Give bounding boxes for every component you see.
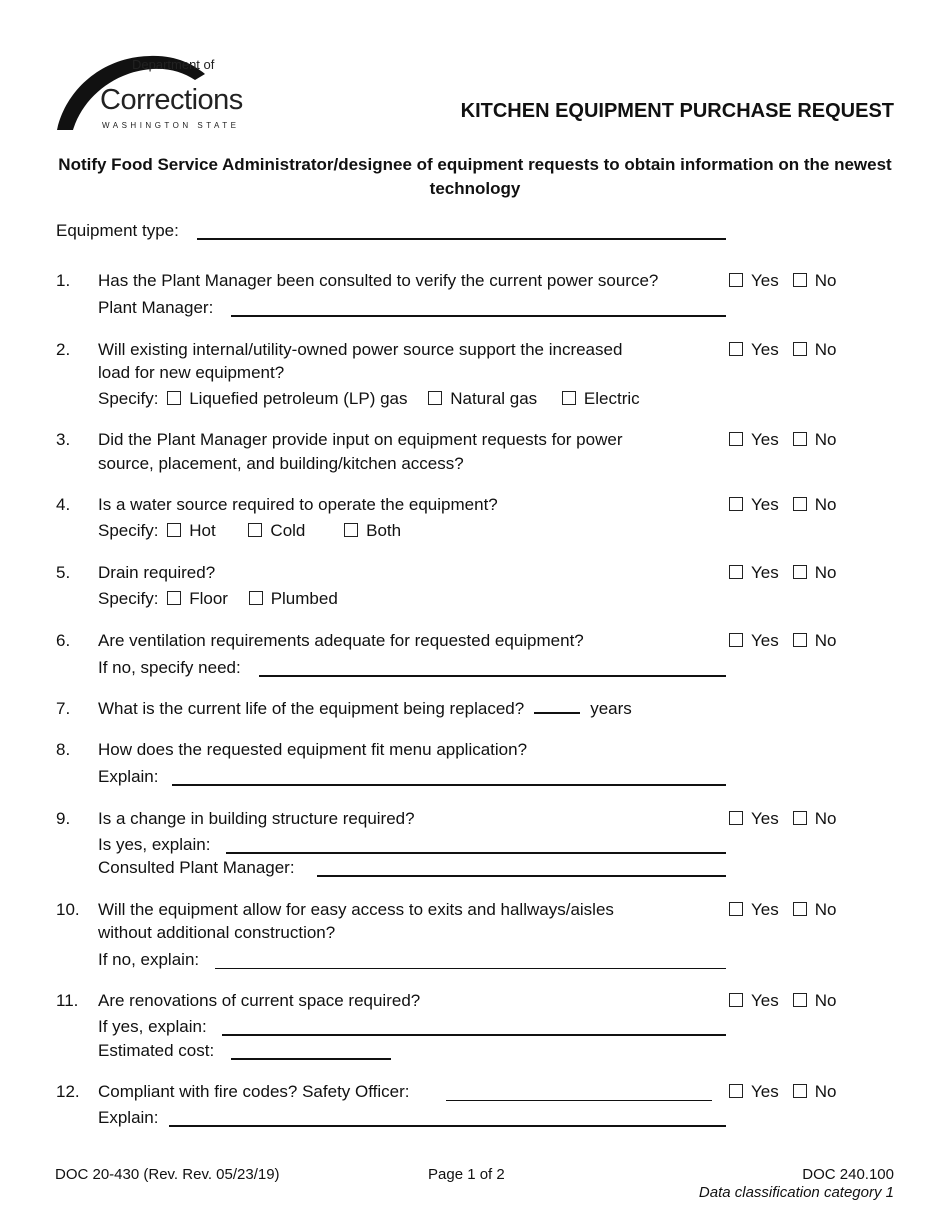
q10-text-line1: Will the equipment allow for easy access to exits and hallways/aisles [98, 900, 614, 919]
no-label: No [814, 631, 837, 650]
q8-number: 8. [56, 740, 71, 759]
q4-yes-checkbox[interactable] [729, 497, 743, 511]
hot-label: Hot [189, 521, 216, 540]
q12-no-checkbox[interactable] [793, 1084, 807, 1098]
footer-form-id: DOC 20-430 (Rev. Rev. 05/23/19) [55, 1166, 280, 1183]
q4-number: 4. [56, 495, 71, 514]
q1-sub-label: Plant Manager: [98, 298, 214, 317]
q3-yes-checkbox[interactable] [729, 432, 743, 446]
both-label: Both [366, 521, 402, 540]
q5-text: Drain required? [98, 563, 216, 582]
q9-sub-label: Is yes, explain: [98, 835, 211, 854]
floor-label: Floor [189, 589, 228, 608]
electric-label: Electric [583, 389, 640, 408]
floor-checkbox[interactable] [167, 591, 181, 605]
q5-specify-row [98, 589, 338, 609]
q7-row [98, 699, 632, 719]
q12-yes-checkbox[interactable] [729, 1084, 743, 1098]
plumbed-label: Plumbed [270, 589, 338, 608]
fire-code-explain-field[interactable] [169, 1125, 726, 1127]
q6-no-checkbox[interactable] [793, 633, 807, 647]
q2-no-checkbox[interactable] [793, 342, 807, 356]
q11-yes-checkbox[interactable] [729, 993, 743, 1007]
q2-specify-row [98, 389, 640, 409]
q5-number: 5. [56, 563, 71, 582]
q10-sub-label: If no, explain: [98, 950, 200, 969]
q1-number: 1. [56, 271, 71, 290]
q11-sub-label: If yes, explain: [98, 1017, 207, 1036]
natural-gas-checkbox[interactable] [428, 391, 442, 405]
q2-text-line1: Will existing internal/utility-owned power source support the increased [98, 340, 623, 359]
no-label: No [814, 991, 837, 1010]
q10-yes-checkbox[interactable] [729, 902, 743, 916]
q3-text-line1: Did the Plant Manager provide input on equipment requests for power [98, 430, 623, 449]
structure-explain-field[interactable] [226, 852, 726, 854]
logo-state-text: WASHINGTON STATE [102, 121, 240, 130]
q9-yes-no [729, 809, 836, 829]
q4-specify-row [98, 521, 401, 541]
yes-label: Yes [751, 631, 779, 650]
q9-number: 9. [56, 809, 71, 828]
equipment-type-field[interactable] [197, 238, 726, 240]
yes-label: Yes [751, 495, 779, 514]
q11-text: Are renovations of current space required? [98, 991, 421, 1010]
form-notice: Notify Food Service Administrator/designee of equipment requests to obtain information on the newest technology [58, 155, 892, 198]
q7-text: What is the current life of the equipment being replaced? [98, 699, 525, 718]
footer-classification: Data classification category 1 [698, 1184, 894, 1201]
q1-no-checkbox[interactable] [793, 273, 807, 287]
natural-gas-label: Natural gas [450, 389, 538, 408]
q2-number: 2. [56, 340, 71, 359]
q3-no-checkbox[interactable] [793, 432, 807, 446]
consulted-plant-manager-field[interactable] [317, 875, 726, 877]
q4-yes-no [729, 495, 836, 515]
q10-yes-no [729, 900, 836, 920]
q9-sub2-label: Consulted Plant Manager: [98, 858, 295, 877]
q5-no-checkbox[interactable] [793, 565, 807, 579]
q9-text: Is a change in building structure required? [98, 809, 415, 828]
q11-no-checkbox[interactable] [793, 993, 807, 1007]
yes-label: Yes [751, 271, 779, 290]
cold-checkbox[interactable] [248, 523, 262, 537]
access-explain-field[interactable] [215, 968, 726, 969]
q6-number: 6. [56, 631, 71, 650]
no-label: No [814, 495, 837, 514]
equipment-type-label: Equipment type: [56, 221, 179, 240]
q6-yes-no [729, 631, 836, 651]
yes-label: Yes [751, 809, 779, 828]
q10-text-line2: without additional construction? [98, 923, 336, 942]
q5-yes-checkbox[interactable] [729, 565, 743, 579]
footer-policy-number: DOC 240.100 [802, 1166, 894, 1183]
form-title: KITCHEN EQUIPMENT PURCHASE REQUEST [460, 100, 894, 122]
cold-label: Cold [270, 521, 306, 540]
q3-yes-no [729, 430, 836, 450]
q7-number: 7. [56, 699, 71, 718]
q12-sub-label: Explain: [98, 1108, 159, 1127]
logo-department-text: Department of [132, 57, 215, 72]
q8-sub-label: Explain: [98, 767, 159, 786]
q5-specify-label: Specify: [98, 589, 159, 608]
plumbed-checkbox[interactable] [249, 591, 263, 605]
renovation-explain-field[interactable] [222, 1034, 726, 1036]
yes-label: Yes [751, 340, 779, 359]
both-checkbox[interactable] [344, 523, 358, 537]
electric-checkbox[interactable] [562, 391, 576, 405]
q11-number: 11. [56, 991, 79, 1010]
no-label: No [814, 340, 837, 359]
q6-text: Are ventilation requirements adequate for requested equipment? [98, 631, 584, 650]
no-label: No [814, 809, 837, 828]
no-label: No [814, 563, 837, 582]
q3-text-line2: source, placement, and building/kitchen access? [98, 454, 464, 473]
q2-yes-no [729, 340, 836, 360]
q4-specify-label: Specify: [98, 521, 159, 540]
hot-checkbox[interactable] [167, 523, 181, 537]
q10-no-checkbox[interactable] [793, 902, 807, 916]
q4-no-checkbox[interactable] [793, 497, 807, 511]
lp-gas-label: Liquefied petroleum (LP) gas [189, 389, 408, 408]
q12-yes-no [729, 1082, 836, 1102]
yes-label: Yes [751, 430, 779, 449]
q11-yes-no [729, 991, 836, 1011]
estimated-cost-field[interactable] [231, 1058, 391, 1060]
q9-no-checkbox[interactable] [793, 811, 807, 825]
no-label: No [814, 271, 837, 290]
yes-label: Yes [751, 1082, 779, 1101]
q1-text: Has the Plant Manager been consulted to verify the current power source? [98, 271, 659, 290]
logo-corrections-text: Corrections [100, 84, 243, 116]
q6-yes-checkbox[interactable] [729, 633, 743, 647]
q2-text-line2: load for new equipment? [98, 363, 285, 382]
q10-number: 10. [56, 900, 80, 919]
no-label: No [814, 900, 837, 919]
lp-gas-checkbox[interactable] [167, 391, 181, 405]
menu-explain-field[interactable] [172, 784, 726, 786]
q2-specify-label: Specify: [98, 389, 159, 408]
q3-number: 3. [56, 430, 71, 449]
yes-label: Yes [751, 991, 779, 1010]
years-label: years [590, 699, 632, 718]
yes-label: Yes [751, 563, 779, 582]
no-label: No [814, 430, 837, 449]
plant-manager-field[interactable] [231, 315, 726, 317]
no-label: No [814, 1082, 837, 1101]
q11-sub2-label: Estimated cost: [98, 1041, 215, 1060]
equipment-life-field[interactable] [534, 712, 580, 714]
q1-yes-checkbox[interactable] [729, 273, 743, 287]
q8-text: How does the requested equipment fit menu application? [98, 740, 528, 759]
q12-text: Compliant with fire codes? Safety Officer: [98, 1082, 410, 1101]
q5-yes-no [729, 563, 836, 583]
q2-yes-checkbox[interactable] [729, 342, 743, 356]
q6-sub-label: If no, specify need: [98, 658, 241, 677]
q9-yes-checkbox[interactable] [729, 811, 743, 825]
yes-label: Yes [751, 900, 779, 919]
q12-number: 12. [56, 1082, 80, 1101]
footer-page-number: Page 1 of 2 [428, 1166, 505, 1183]
safety-officer-field[interactable] [446, 1100, 712, 1101]
q4-text: Is a water source required to operate the equipment? [98, 495, 498, 514]
q1-yes-no [729, 271, 836, 291]
ventilation-need-field[interactable] [259, 675, 726, 677]
